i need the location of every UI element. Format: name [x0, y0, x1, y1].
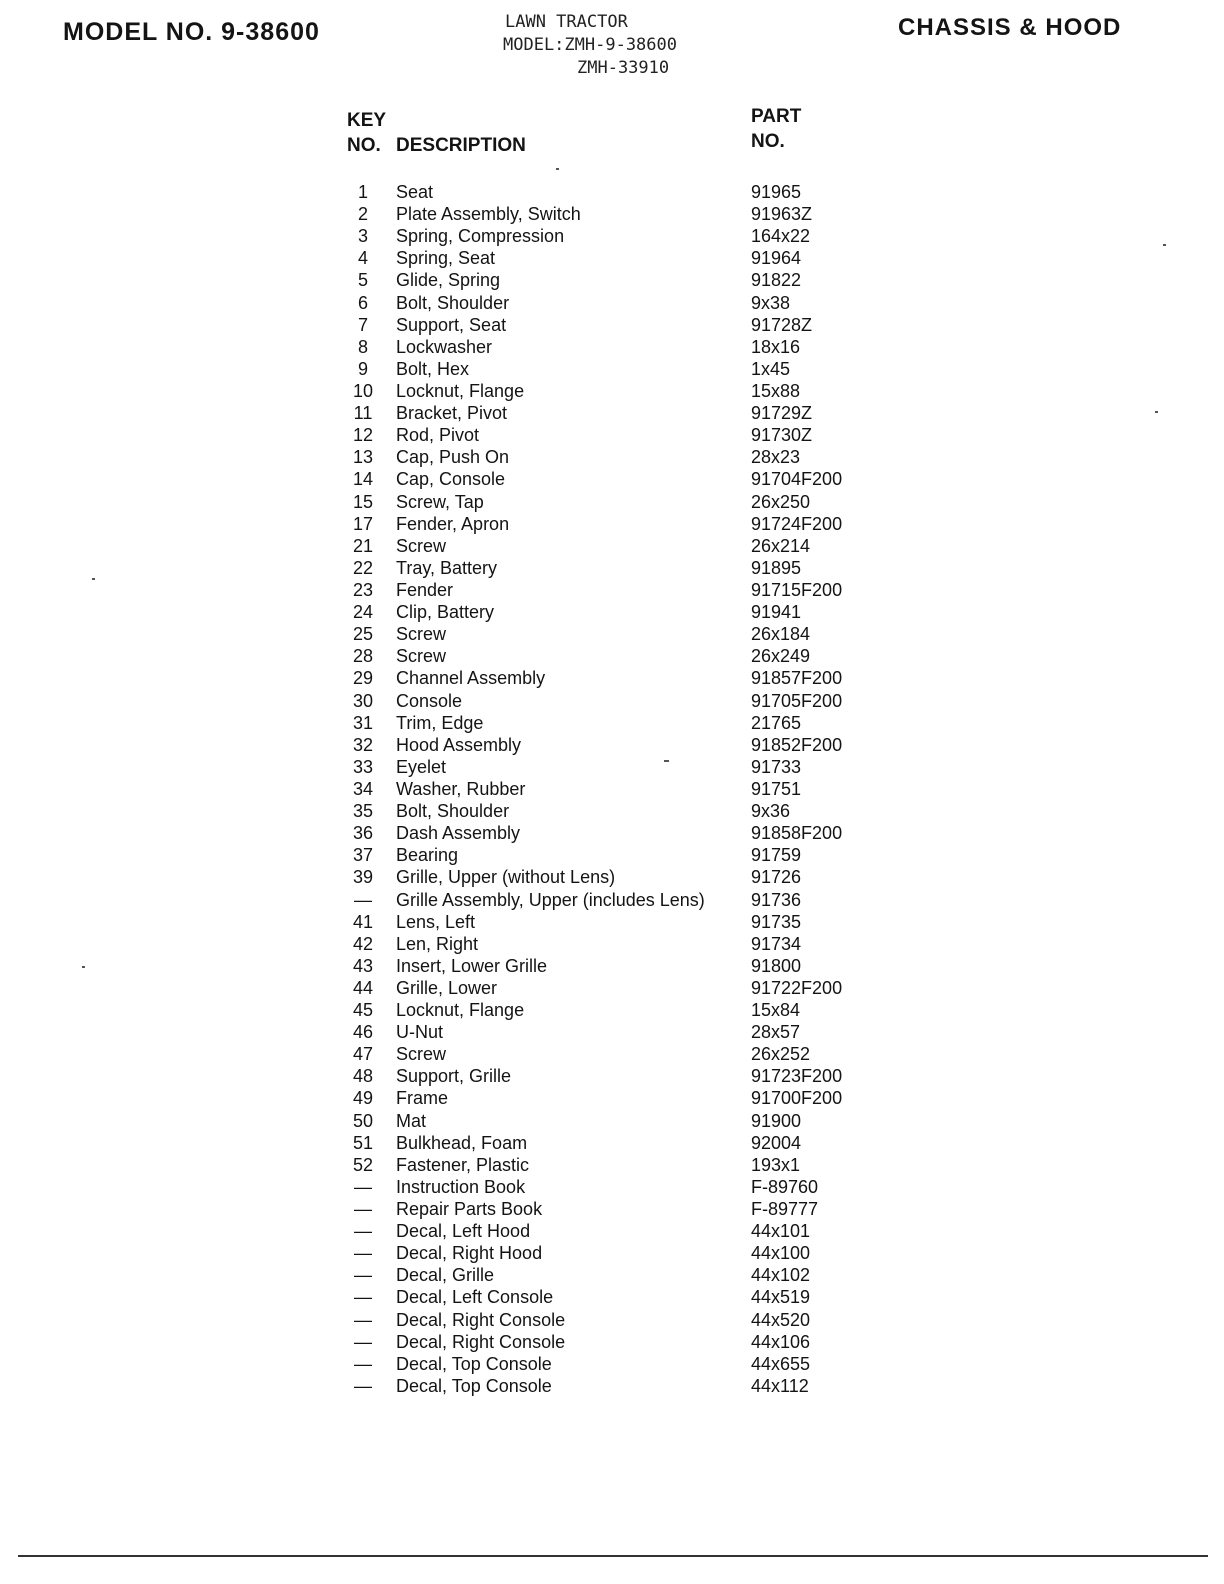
- part-description: Decal, Grille: [396, 1265, 495, 1286]
- part-number: 26x252: [751, 1044, 811, 1065]
- parts-row: [0, 844, 1224, 866]
- part-description: Screw: [396, 1044, 447, 1065]
- part-description: Instruction Book: [396, 1176, 526, 1197]
- part-number: 91895: [751, 557, 802, 578]
- part-number: 21765: [751, 712, 802, 733]
- parts-row: [0, 1220, 1224, 1242]
- part-key-no: 6: [357, 292, 368, 313]
- part-description: Bolt, Hex: [396, 358, 470, 379]
- parts-row: [0, 557, 1224, 579]
- column-header-part-line1: PART: [751, 106, 802, 127]
- part-number: 164x22: [751, 226, 811, 247]
- parts-row: [0, 513, 1224, 535]
- part-key-no: 43: [352, 955, 374, 976]
- parts-row: [0, 1331, 1224, 1353]
- part-key-no: 30: [352, 690, 374, 711]
- parts-row: [0, 933, 1224, 955]
- part-number: 18x16: [751, 336, 801, 357]
- scan-speck: [82, 966, 85, 968]
- parts-row: [0, 1264, 1224, 1286]
- part-key-no: 29: [352, 668, 374, 689]
- part-description: Eyelet: [396, 756, 447, 777]
- part-key-no: —: [354, 1331, 372, 1352]
- part-key-no: 46: [352, 1022, 374, 1043]
- part-description: Support, Grille: [396, 1066, 512, 1087]
- parts-row: [0, 1242, 1224, 1264]
- parts-row: [0, 734, 1224, 756]
- section-title: CHASSIS & HOOD: [898, 14, 1122, 41]
- part-description: Decal, Top Console: [396, 1375, 552, 1396]
- part-description: Washer, Rubber: [396, 778, 526, 799]
- parts-row: [0, 1353, 1224, 1375]
- part-description: Frame: [396, 1088, 449, 1109]
- part-description: Plate Assembly, Switch: [396, 204, 581, 225]
- part-number: 26x214: [751, 535, 811, 556]
- part-number: 28x57: [751, 1022, 801, 1043]
- part-description: Fender, Apron: [396, 513, 510, 534]
- part-key-no: 47: [352, 1044, 374, 1065]
- parts-row: [0, 292, 1224, 314]
- part-description: Insert, Lower Grille: [396, 955, 548, 976]
- part-key-no: 3: [357, 226, 368, 247]
- part-key-no: 50: [352, 1110, 374, 1131]
- part-key-no: 31: [352, 712, 374, 733]
- column-header-key: [347, 108, 386, 158]
- part-description: Decal, Left Console: [396, 1287, 554, 1308]
- part-key-no: 39: [352, 867, 374, 888]
- part-description: Dash Assembly: [396, 823, 521, 844]
- parts-row: [0, 911, 1224, 933]
- part-number: 91730Z: [751, 425, 813, 446]
- part-description: Grille Assembly, Upper (includes Lens): [396, 889, 705, 910]
- document-header-center: [503, 11, 733, 80]
- part-description: Spring, Seat: [396, 248, 496, 269]
- part-key-no: —: [354, 1375, 372, 1396]
- part-number: 91723F200: [751, 1066, 843, 1087]
- part-number: 91729Z: [751, 403, 813, 424]
- part-number: 15x84: [751, 1000, 801, 1021]
- part-description: Locknut, Flange: [396, 380, 525, 401]
- model-number: MODEL NO. 9-38600: [63, 18, 320, 46]
- part-key-no: 33: [352, 756, 374, 777]
- part-number: 44x101: [751, 1221, 811, 1242]
- part-key-no: 28: [352, 646, 374, 667]
- parts-row: [0, 1286, 1224, 1308]
- part-description: Lockwasher: [396, 336, 493, 357]
- parts-row: [0, 1309, 1224, 1331]
- part-description: Decal, Right Console: [396, 1309, 566, 1330]
- part-number: 91759: [751, 845, 802, 866]
- part-number: 91704F200: [751, 469, 843, 490]
- part-number: 44x655: [751, 1353, 811, 1374]
- parts-row: [0, 889, 1224, 911]
- part-key-no: —: [354, 1265, 372, 1286]
- parts-row: [0, 380, 1224, 402]
- part-key-no: 4: [357, 248, 368, 269]
- part-description: Grille, Lower: [396, 977, 498, 998]
- parts-row: [0, 756, 1224, 778]
- part-number: 91726: [751, 867, 802, 888]
- part-number: 26x184: [751, 624, 811, 645]
- part-description: Grille, Upper (without Lens): [396, 867, 616, 888]
- part-key-no: 45: [352, 1000, 374, 1021]
- part-description: Len, Right: [396, 933, 479, 954]
- parts-row: [0, 822, 1224, 844]
- part-key-no: 8: [357, 336, 368, 357]
- part-description: Seat: [396, 182, 434, 202]
- part-description: Channel Assembly: [396, 668, 546, 689]
- part-key-no: 37: [352, 845, 374, 866]
- part-description: Screw: [396, 535, 447, 556]
- part-description: Decal, Left Hood: [396, 1221, 531, 1242]
- part-description: Bolt, Shoulder: [396, 292, 510, 313]
- part-number: F-89777: [751, 1199, 819, 1220]
- parts-list: [0, 181, 1224, 1397]
- parts-row: [0, 203, 1224, 225]
- scan-speck: [556, 168, 559, 170]
- parts-row: [0, 623, 1224, 645]
- part-number: 91751: [751, 778, 802, 799]
- parts-row: [0, 468, 1224, 490]
- parts-row: [0, 690, 1224, 712]
- part-description: Cap, Console: [396, 469, 506, 490]
- part-key-no: 41: [352, 911, 374, 932]
- parts-row: [0, 1176, 1224, 1198]
- part-description: U-Nut: [396, 1022, 444, 1043]
- parts-row: [0, 800, 1224, 822]
- part-number: 91852F200: [751, 734, 843, 755]
- part-number: 91728Z: [751, 314, 813, 335]
- parts-row: [0, 1110, 1224, 1132]
- part-number: 91858F200: [751, 823, 843, 844]
- part-number: 1x45: [751, 358, 791, 379]
- part-number: F-89760: [751, 1176, 819, 1197]
- part-number: 91736: [751, 889, 802, 910]
- part-key-no: 49: [352, 1088, 374, 1109]
- part-description: Decal, Right Hood: [396, 1243, 543, 1264]
- part-number: 44x106: [751, 1331, 811, 1352]
- parts-row: [0, 247, 1224, 269]
- part-description: Console: [396, 690, 463, 711]
- part-number: 91964: [751, 248, 802, 269]
- part-key-no: 13: [352, 447, 374, 468]
- parts-row: [0, 181, 1224, 203]
- part-description: Bracket, Pivot: [396, 403, 508, 424]
- part-key-no: 24: [352, 602, 374, 623]
- parts-row: [0, 1132, 1224, 1154]
- bottom-rule: [18, 1555, 1208, 1557]
- part-key-no: —: [354, 1221, 372, 1242]
- part-key-no: 42: [352, 933, 374, 954]
- parts-row: [0, 1375, 1224, 1397]
- part-key-no: 1: [357, 182, 368, 202]
- scan-speck: [92, 578, 95, 580]
- part-description: Rod, Pivot: [396, 425, 480, 446]
- part-description: Screw: [396, 646, 447, 667]
- column-header-part-line2: NO.: [751, 131, 785, 152]
- part-number: 91705F200: [751, 690, 843, 711]
- parts-row: [0, 314, 1224, 336]
- part-key-no: 5: [357, 270, 368, 291]
- parts-row: [0, 336, 1224, 358]
- parts-row: [0, 645, 1224, 667]
- parts-row: [0, 491, 1224, 513]
- part-number: 91715F200: [751, 579, 843, 600]
- part-key-no: —: [354, 889, 372, 910]
- part-key-no: 34: [352, 778, 374, 799]
- parts-row: [0, 1087, 1224, 1109]
- part-key-no: 44: [352, 977, 374, 998]
- parts-row: [0, 446, 1224, 468]
- part-number: 91735: [751, 911, 802, 932]
- part-number: 44x102: [751, 1265, 811, 1286]
- part-key-no: 23: [352, 579, 374, 600]
- part-key-no: —: [354, 1287, 372, 1308]
- column-header-key-line1: KEY: [347, 110, 387, 131]
- part-number: 9x36: [751, 801, 791, 822]
- part-key-no: 22: [352, 557, 374, 578]
- parts-row: [0, 424, 1224, 446]
- part-key-no: 36: [352, 823, 374, 844]
- parts-row: [0, 1021, 1224, 1043]
- part-description: Decal, Right Console: [396, 1331, 566, 1352]
- part-number: 193x1: [751, 1154, 801, 1175]
- part-description: Bolt, Shoulder: [396, 801, 510, 822]
- part-key-no: 35: [352, 801, 374, 822]
- part-key-no: —: [354, 1309, 372, 1330]
- part-number: 91941: [751, 602, 802, 623]
- scan-speck: [664, 760, 669, 762]
- part-key-no: 21: [352, 535, 374, 556]
- part-description: Lens, Left: [396, 911, 476, 932]
- product-type: LAWN TRACTOR: [505, 12, 628, 32]
- part-description: Repair Parts Book: [396, 1199, 543, 1220]
- part-key-no: —: [354, 1353, 372, 1374]
- column-header-part: [751, 104, 801, 154]
- parts-row: [0, 999, 1224, 1021]
- part-description: Trim, Edge: [396, 712, 484, 733]
- parts-row: [0, 712, 1224, 734]
- part-description: Glide, Spring: [396, 270, 501, 291]
- part-number: 91857F200: [751, 668, 843, 689]
- part-key-no: 11: [353, 403, 373, 424]
- part-key-no: —: [354, 1199, 372, 1220]
- parts-row: [0, 1065, 1224, 1087]
- parts-row: [0, 535, 1224, 557]
- scan-speck: [1163, 244, 1166, 246]
- part-key-no: 2: [357, 204, 368, 225]
- part-key-no: 25: [352, 624, 374, 645]
- part-description: Bulkhead, Foam: [396, 1132, 528, 1153]
- part-number: 28x23: [751, 447, 801, 468]
- part-key-no: 9: [357, 358, 368, 379]
- part-description: Mat: [396, 1110, 427, 1131]
- part-key-no: 10: [352, 380, 374, 401]
- column-header-key-line2: NO.: [347, 135, 381, 156]
- parts-row: [0, 579, 1224, 601]
- part-description: Tray, Battery: [396, 557, 498, 578]
- scan-speck: [1155, 411, 1158, 413]
- part-key-no: —: [354, 1176, 372, 1197]
- part-number: 91800: [751, 955, 802, 976]
- part-description: Support, Seat: [396, 314, 507, 335]
- part-description: Spring, Compression: [396, 226, 565, 247]
- parts-row: [0, 1043, 1224, 1065]
- part-number: 91724F200: [751, 513, 843, 534]
- part-key-no: 48: [352, 1066, 374, 1087]
- model-line: MODEL:ZMH-9-38600: [503, 35, 677, 55]
- parts-row: [0, 866, 1224, 888]
- part-number: 91900: [751, 1110, 802, 1131]
- part-number: 91722F200: [751, 977, 843, 998]
- part-description: Decal, Top Console: [396, 1353, 552, 1374]
- part-number: 91965: [751, 182, 802, 202]
- part-number: 91733: [751, 756, 802, 777]
- part-description: Locknut, Flange: [396, 1000, 525, 1021]
- parts-row: [0, 955, 1224, 977]
- part-key-no: 51: [352, 1132, 374, 1153]
- part-number: 15x88: [751, 380, 801, 401]
- part-description: Cap, Push On: [396, 447, 510, 468]
- parts-row: [0, 601, 1224, 623]
- parts-row: [0, 1198, 1224, 1220]
- part-number: 91700F200: [751, 1088, 843, 1109]
- part-key-no: 52: [352, 1154, 374, 1175]
- part-key-no: 15: [352, 491, 374, 512]
- part-number: 44x520: [751, 1309, 811, 1330]
- part-key-no: 17: [352, 513, 374, 534]
- part-number: 26x249: [751, 646, 811, 667]
- part-number: 44x519: [751, 1287, 811, 1308]
- part-number: 44x100: [751, 1243, 811, 1264]
- part-number: 92004: [751, 1132, 802, 1153]
- part-description: Fastener, Plastic: [396, 1154, 530, 1175]
- part-key-no: —: [354, 1243, 372, 1264]
- parts-row: [0, 358, 1224, 380]
- parts-row: [0, 778, 1224, 800]
- part-number: 91734: [751, 933, 802, 954]
- part-description: Hood Assembly: [396, 734, 522, 755]
- column-header-description: DESCRIPTION: [396, 135, 526, 156]
- part-description: Fender: [396, 579, 454, 600]
- part-key-no: 12: [352, 425, 374, 446]
- part-number: 44x112: [751, 1375, 809, 1396]
- parts-row: [0, 1154, 1224, 1176]
- part-number: 26x250: [751, 491, 811, 512]
- part-number: 91963Z: [751, 204, 813, 225]
- parts-row: [0, 402, 1224, 424]
- part-key-no: 14: [352, 469, 374, 490]
- part-description: Clip, Battery: [396, 602, 495, 623]
- parts-row: [0, 977, 1224, 999]
- parts-row: [0, 269, 1224, 291]
- model-line-alt: ZMH-33910: [577, 58, 670, 78]
- parts-row: [0, 667, 1224, 689]
- part-description: Screw: [396, 624, 447, 645]
- part-description: Screw, Tap: [396, 491, 484, 512]
- part-key-no: 7: [357, 314, 368, 335]
- part-description: Bearing: [396, 845, 459, 866]
- part-number: 9x38: [751, 292, 791, 313]
- part-number: 91822: [751, 270, 802, 291]
- part-key-no: 32: [352, 734, 374, 755]
- parts-row: [0, 225, 1224, 247]
